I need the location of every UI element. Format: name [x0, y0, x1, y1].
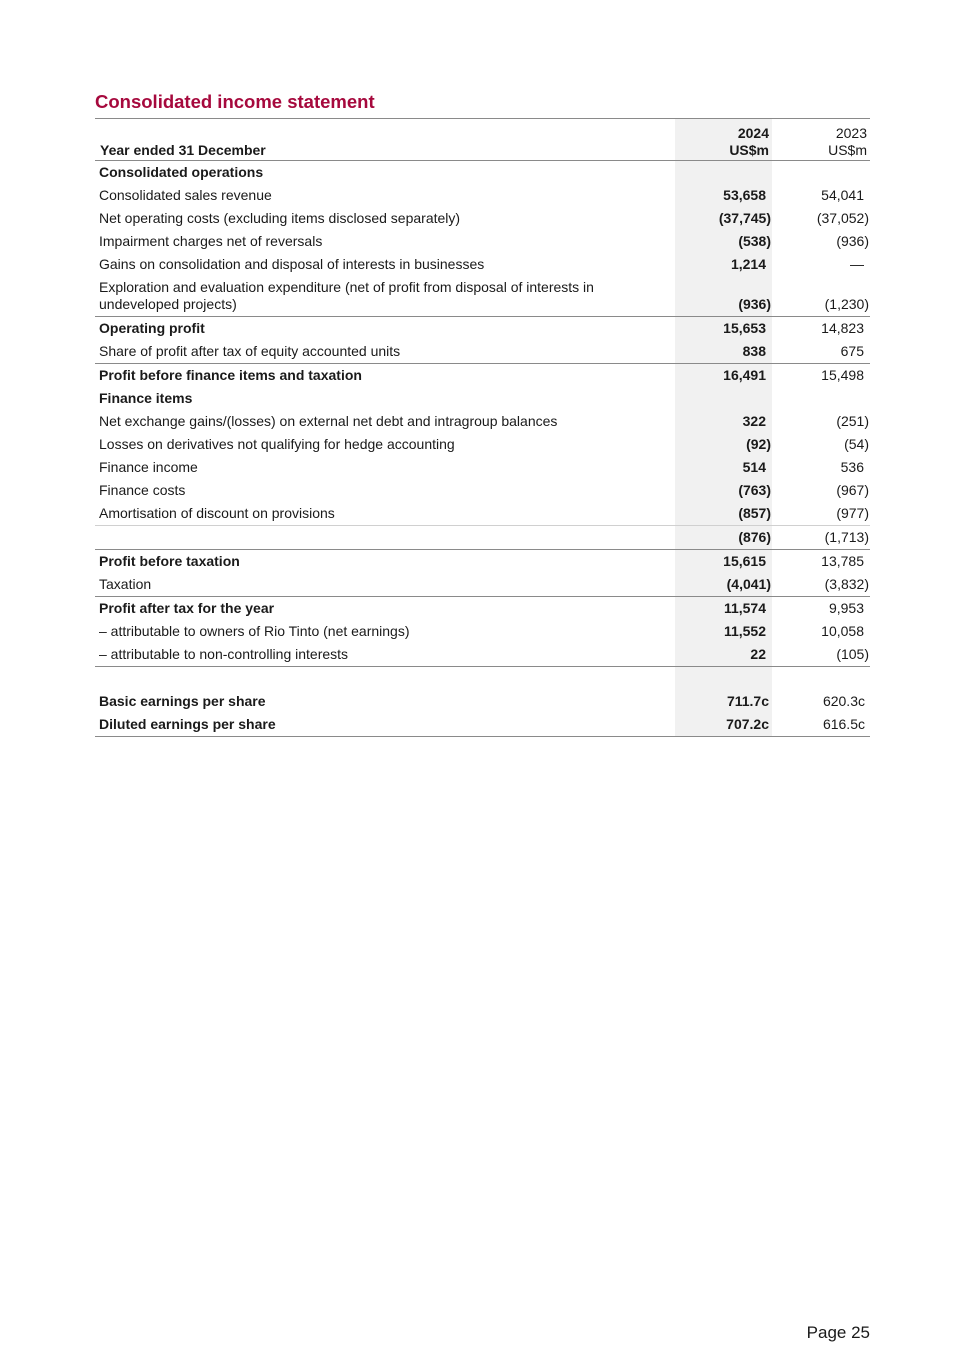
value-2024: (857): [675, 502, 772, 526]
value-2024: 838: [675, 340, 772, 364]
value-2023: [772, 161, 870, 185]
table-row-diluted-eps: [95, 713, 870, 737]
value-2024: 711.7c: [675, 690, 772, 713]
value-2024: (763): [675, 479, 772, 502]
value-2024: 322: [675, 410, 772, 433]
value-2023: (37,052): [816, 210, 869, 226]
value-2024: 16,491: [675, 364, 772, 388]
table-row-finance-income: [95, 456, 870, 479]
table-row-consolidated-operations: [95, 161, 870, 185]
value-2023: (3,832): [772, 573, 870, 597]
table-row-finance-costs: [95, 479, 870, 502]
table-row-sales-revenue: [95, 184, 870, 207]
row-label: Basic earnings per share: [99, 693, 266, 709]
income-statement-table: [95, 118, 870, 737]
row-label: Consolidated operations: [99, 164, 264, 180]
row-label: Taxation: [95, 573, 675, 597]
value-2024: [675, 161, 772, 185]
value-2023: (105): [772, 643, 870, 667]
value-2023: (1,230): [772, 276, 870, 317]
table-row-basic-eps: [95, 690, 870, 713]
value-2023: 536: [840, 459, 864, 475]
row-label: Gains on consolidation and disposal of interests in businesses: [99, 256, 485, 272]
header-period-label: Year ended 31 December: [95, 119, 675, 161]
row-label: Operating profit: [99, 320, 205, 336]
table-row-net-operating-costs: [95, 207, 870, 230]
value-2024: (37,745): [675, 207, 772, 230]
header-2024-year: 2024: [737, 125, 769, 141]
value-2023: —: [850, 256, 864, 272]
row-label: Finance income: [99, 459, 198, 475]
value-2023: [772, 387, 870, 410]
row-label: Exploration and evaluation expenditure (net of profit from disposal of interests in undeveloped projects): [95, 276, 675, 317]
table-row-attributable-to-non-controlling: [95, 643, 870, 667]
table-row-operating-profit: [95, 317, 870, 341]
table-spacer-row: [95, 667, 870, 691]
value-2024: 53,658: [675, 184, 772, 207]
table-header-row: [95, 119, 870, 161]
row-label: Amortisation of discount on provisions: [95, 502, 675, 526]
value-2024: (92): [675, 433, 772, 456]
row-label: Diluted earnings per share: [95, 713, 675, 737]
row-label: Impairment charges net of reversals: [99, 233, 323, 249]
value-2023: 616.5c: [772, 713, 870, 737]
table-row-net-exchange-gains: [95, 410, 870, 433]
value-2023: 13,785: [821, 553, 864, 569]
value-2023: (54): [844, 436, 869, 452]
value-2023: 54,041: [821, 187, 864, 203]
table-row-profit-before-taxation: [95, 550, 870, 574]
table-row-share-of-profit: [95, 340, 870, 364]
value-2023: (936): [836, 233, 869, 249]
row-label: Net operating costs (excluding items disclosed separately): [99, 210, 461, 226]
header-2023-year: 2023: [835, 125, 867, 141]
row-label: Finance items: [99, 390, 193, 406]
row-label: [95, 526, 675, 550]
value-2024: [675, 387, 772, 410]
row-label: Profit after tax for the year: [99, 600, 275, 616]
value-2023: (967): [836, 482, 869, 498]
table-row-losses-on-derivatives: [95, 433, 870, 456]
value-2024: (876): [675, 526, 772, 550]
table-row-amortisation-of-discount: [95, 502, 870, 526]
header-2023-unit: US$m: [828, 142, 867, 158]
value-2024: 15,653: [675, 317, 772, 341]
row-label: Share of profit after tax of equity accounted units: [95, 340, 675, 364]
table-row-profit-after-tax: [95, 597, 870, 621]
value-2024: 514: [675, 456, 772, 479]
value-2023: (1,713): [772, 526, 870, 550]
value-2024: 1,214: [675, 253, 772, 276]
row-label: Net exchange gains/(losses) on external net debt and intragroup balances: [99, 413, 558, 429]
table-row-gains-on-consolidation: [95, 253, 870, 276]
row-label: – attributable to owners of Rio Tinto (net earnings): [99, 623, 410, 639]
value-2024: (936): [675, 276, 772, 317]
row-label: Profit before taxation: [99, 553, 240, 569]
value-2023: 9,953: [828, 600, 864, 616]
page-number: Page 25: [806, 1323, 870, 1342]
value-2024: (4,041): [675, 573, 772, 597]
value-2023: (251): [836, 413, 869, 429]
table-row-attributable-to-owners: [95, 620, 870, 643]
table-row-taxation: [95, 573, 870, 597]
row-label: Consolidated sales revenue: [99, 187, 272, 203]
value-2023: 10,058: [821, 623, 864, 639]
row-label: Losses on derivatives not qualifying for hedge accounting: [99, 436, 455, 452]
header-2023: [772, 119, 870, 161]
row-label: Profit before finance items and taxation: [99, 367, 362, 383]
value-2024: 22: [675, 643, 772, 667]
value-2024: 11,552: [675, 620, 772, 643]
value-2023: 14,823: [821, 320, 864, 336]
value-2023: 15,498: [821, 367, 864, 383]
header-2024-unit: US$m: [729, 142, 769, 158]
row-label: Finance costs: [99, 482, 186, 498]
table-row-profit-before-finance-items: [95, 364, 870, 388]
value-2023: 620.3c: [822, 693, 865, 709]
table-row-finance-items: [95, 387, 870, 410]
value-2024: 707.2c: [675, 713, 772, 737]
value-2024: 15,615: [675, 550, 772, 574]
value-2024: 11,574: [675, 597, 772, 621]
page-title: Consolidated income statement: [95, 91, 375, 112]
table-row-finance-items-subtotal: [95, 526, 870, 550]
table-row-impairment-charges: [95, 230, 870, 253]
row-label: – attributable to non-controlling interests: [95, 643, 675, 667]
value-2024: (538): [675, 230, 772, 253]
value-2023: 675: [772, 340, 870, 364]
header-2024: [675, 119, 772, 161]
value-2023: (977): [772, 502, 870, 526]
table-row-exploration-expenditure: [95, 276, 870, 317]
